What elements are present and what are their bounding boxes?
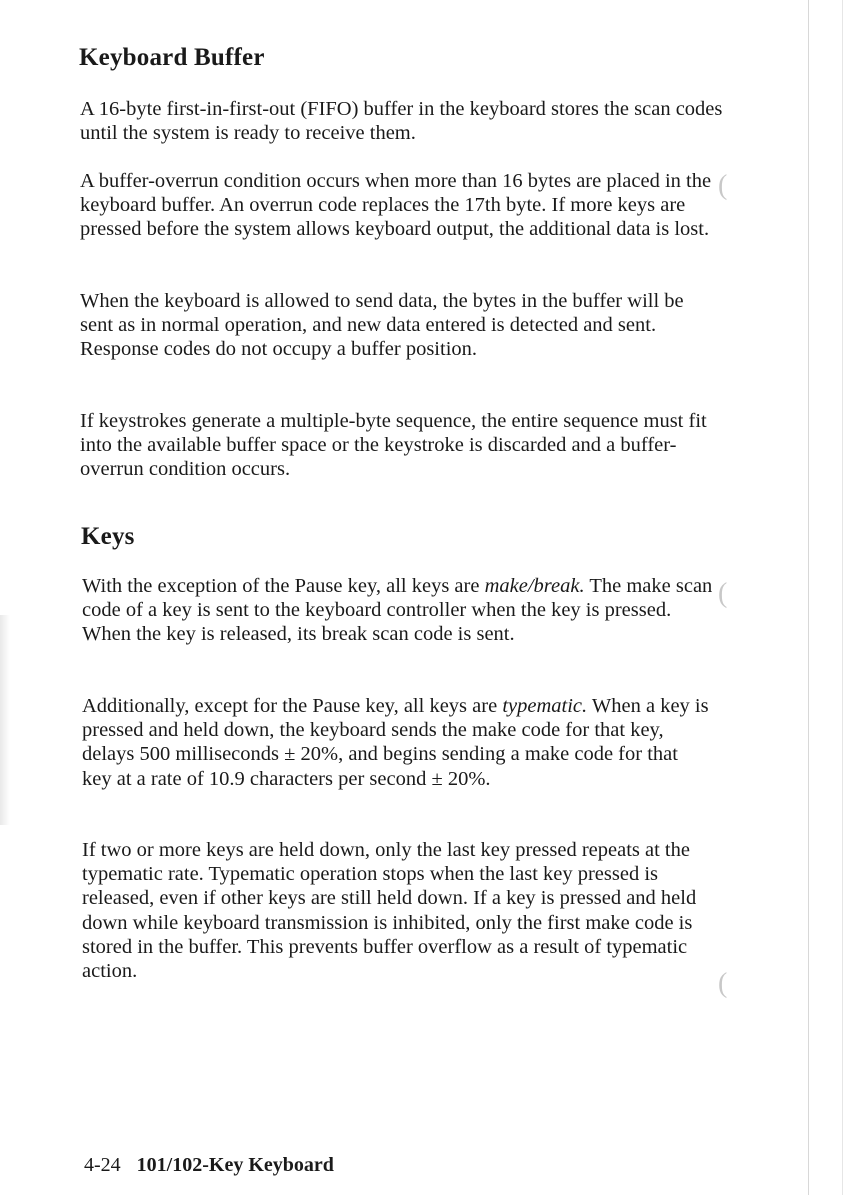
text-run: Additionally, except for the Pause key, all keys are (82, 695, 503, 717)
paragraph (82, 574, 722, 647)
paragraph: A 16-byte first-in-first-out (FIFO) buffer in the keyboard stores the scan codes until the system is ready to receive them. (80, 98, 723, 145)
page-edge-line-outer (842, 0, 843, 1195)
text-run: When a key is pressed and held down, the keyboard sends the make code for that key, delays 500 milliseconds ± 20%, and begins sending a make code for that key at a rate of 10.9 characters per second ± 20%. (82, 695, 709, 790)
binder-hole-mark: ( (718, 968, 728, 999)
paragraph: If keystrokes generate a multiple-byte sequence, the entire sequence must fit into the available buffer space or the keystroke is discarded and a buffer-overrun condition occurs. (80, 410, 707, 481)
binder-hole-mark: ( (718, 578, 728, 609)
page-edge-line (808, 0, 809, 1195)
page-footer (84, 1154, 334, 1177)
emphasis-typematic: typematic. (502, 695, 588, 717)
paragraph: When the keyboard is allowed to send data, the bytes in the buffer will be sent as in normal operation, and new data entered is detected and sent. Response codes do not occupy a buffer position. (80, 290, 684, 361)
footer-title: 101/102-Key Keyboard (136, 1154, 334, 1176)
emphasis-make-break: make/break. (484, 575, 585, 597)
scan-shadow (0, 615, 10, 825)
paragraph: A buffer-overrun condition occurs when more than 16 bytes are placed in the keyboard buffer. An overrun code replaces the 17th byte. If more keys are pressed before the system allows keyboard output, the additional data is lost. (80, 170, 712, 241)
section-heading-keyboard-buffer: Keyboard Buffer (79, 44, 265, 71)
section-heading-keys: Keys (81, 523, 135, 550)
binder-hole-mark: ( (718, 170, 728, 201)
text-run: The make scan code of a key is sent to the keyboard controller when the key is pressed. When the key is released, its break scan code is sent. (82, 575, 713, 646)
page-number: 4-24 (84, 1154, 121, 1176)
paragraph: If two or more keys are held down, only the last key pressed repeats at the typematic rate. Typematic operation stops when the last key pressed is released, even if other keys are still held down. If a key is pressed and held down while keyboard transmission is inhibited, only the first make code is stored in the buffer. This prevents buffer overflow as a result of typematic action. (82, 839, 697, 983)
text-run: With the exception of the Pause key, all keys are (82, 575, 485, 597)
paragraph (82, 694, 712, 791)
